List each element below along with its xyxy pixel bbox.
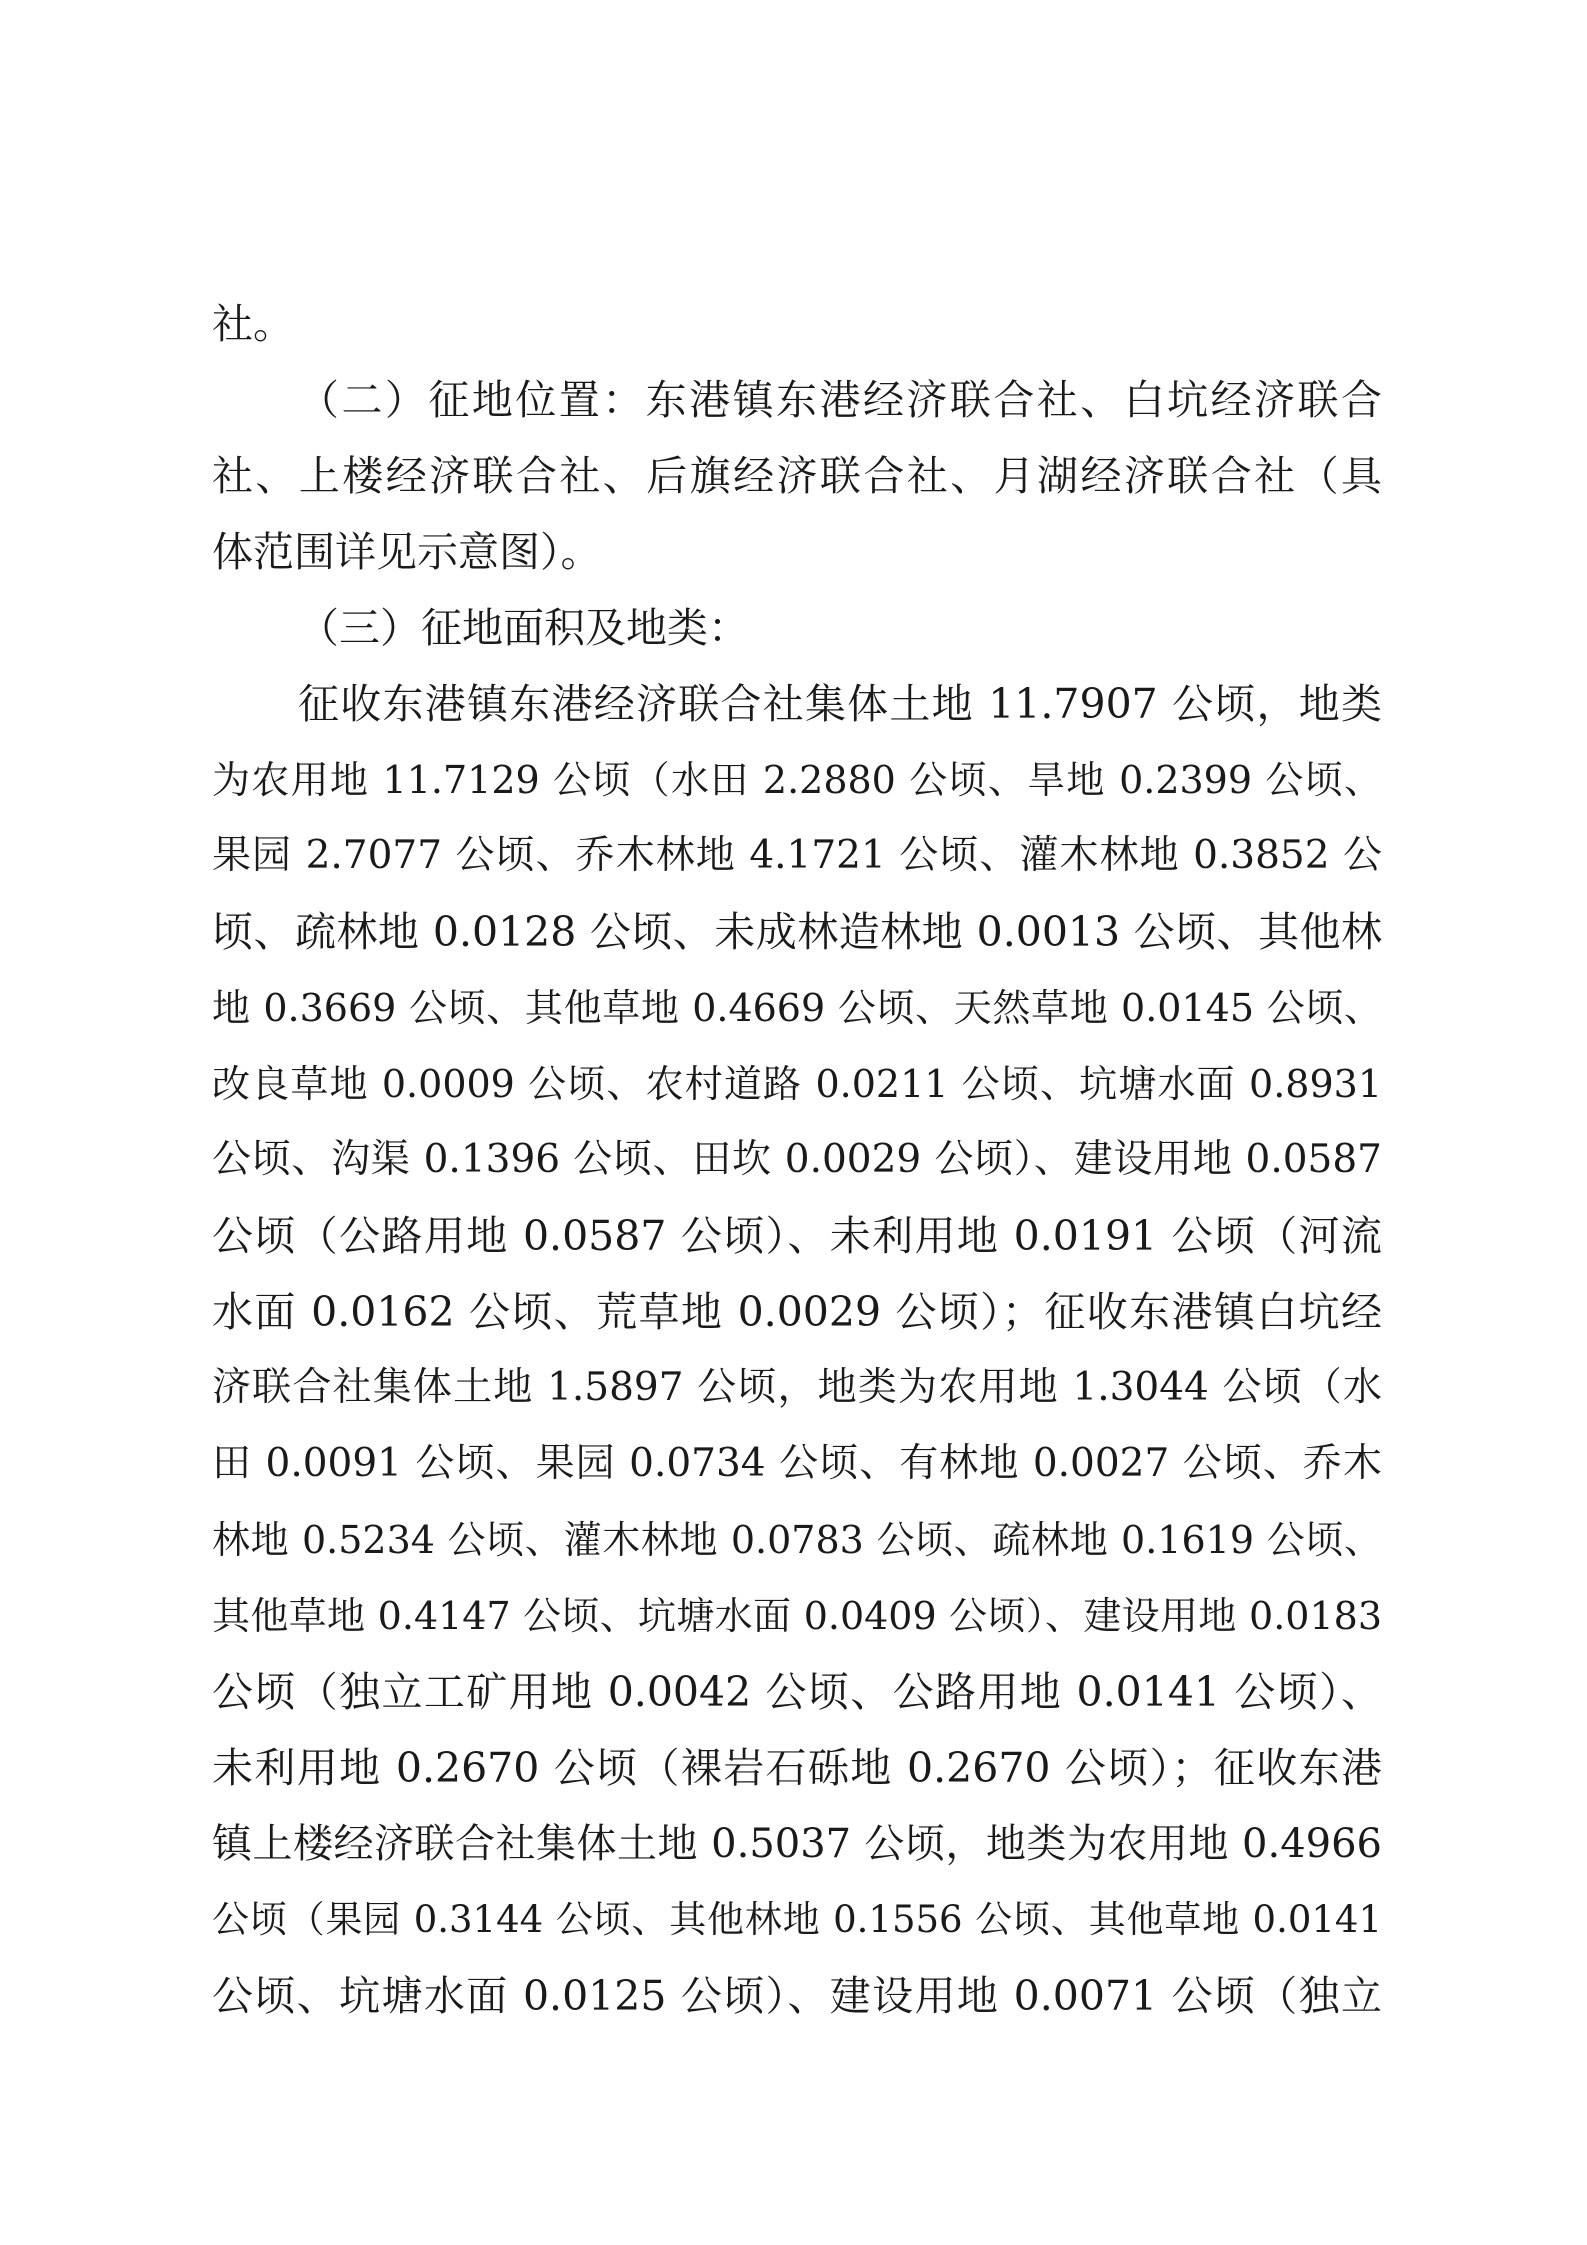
text-line: 果园 2.7077 公顷、乔木林地 4.1721 公顷、灌木林地 0.3852 公 [212, 833, 1382, 878]
text-line: 公顷（独立工矿用地 0.0042 公顷、公路用地 0.0141 公顷）、 [212, 1668, 1382, 1716]
text-line: 顷、疏林地 0.0128 公顷、未成林造林地 0.0013 公顷、其他林 [212, 908, 1382, 956]
text-line: 社。 [212, 300, 294, 348]
text-line: 林地 0.5234 公顷、灌木林地 0.0783 公顷、疏林地 0.1619 公顷、 [212, 1518, 1382, 1562]
text-line: 未利用地 0.2670 公顷（裸岩石砾地 0.2670 公顷）；征收东港 [212, 1744, 1382, 1792]
text-line: 公顷（果园 0.3144 公顷、其他林地 0.1556 公顷、其他草地 0.0141 [212, 1898, 1382, 1941]
section-heading-location: （二）征地位置：东港镇东港经济联合社、白坑经济联合 [298, 376, 1382, 424]
text-line: 其他草地 0.4147 公顷、坑塘水面 0.0409 公顷）、建设用地 0.0183 [212, 1594, 1382, 1638]
text-line: 社、上楼经济联合社、后旗经济联合社、月湖经济联合社（具 [212, 452, 1382, 500]
text-line: 公顷、坑塘水面 0.0125 公顷）、建设用地 0.0071 公顷（独立 [212, 1972, 1382, 2020]
section-heading-area: （三）征地面积及地类： [298, 604, 749, 652]
text-line: 为农用地 11.7129 公顷（水田 2.2880 公顷、旱地 0.2399 公顷、 [212, 758, 1382, 802]
text-line: 改良草地 0.0009 公顷、农村道路 0.0211 公顷、坑塘水面 0.8931 [212, 1062, 1382, 1106]
text-line: 征收东港镇东港经济联合社集体土地 11.7907 公顷，地类 [298, 680, 1382, 728]
text-line: 镇上楼经济联合社集体土地 0.5037 公顷，地类为农用地 0.4966 [212, 1821, 1382, 1867]
text-line: 地 0.3669 公顷、其他草地 0.4669 公顷、天然草地 0.0145 公顷、 [212, 986, 1382, 1030]
text-line: 公顷（公路用地 0.0587 公顷）、未利用地 0.0191 公顷（河流 [212, 1212, 1382, 1260]
text-line: 体范围详见示意图）。 [212, 528, 602, 576]
text-line: 田 0.0091 公顷、果园 0.0734 公顷、有林地 0.0027 公顷、乔木 [212, 1441, 1382, 1486]
text-line: 水面 0.0162 公顷、荒草地 0.0029 公顷）；征收东港镇白坑经 [212, 1288, 1382, 1336]
text-line: 济联合社集体土地 1.5897 公顷，地类为农用地 1.3044 公顷（水 [212, 1365, 1382, 1410]
text-line: 公顷、沟渠 0.1396 公顷、田坎 0.0029 公顷）、建设用地 0.0587 [212, 1137, 1382, 1182]
